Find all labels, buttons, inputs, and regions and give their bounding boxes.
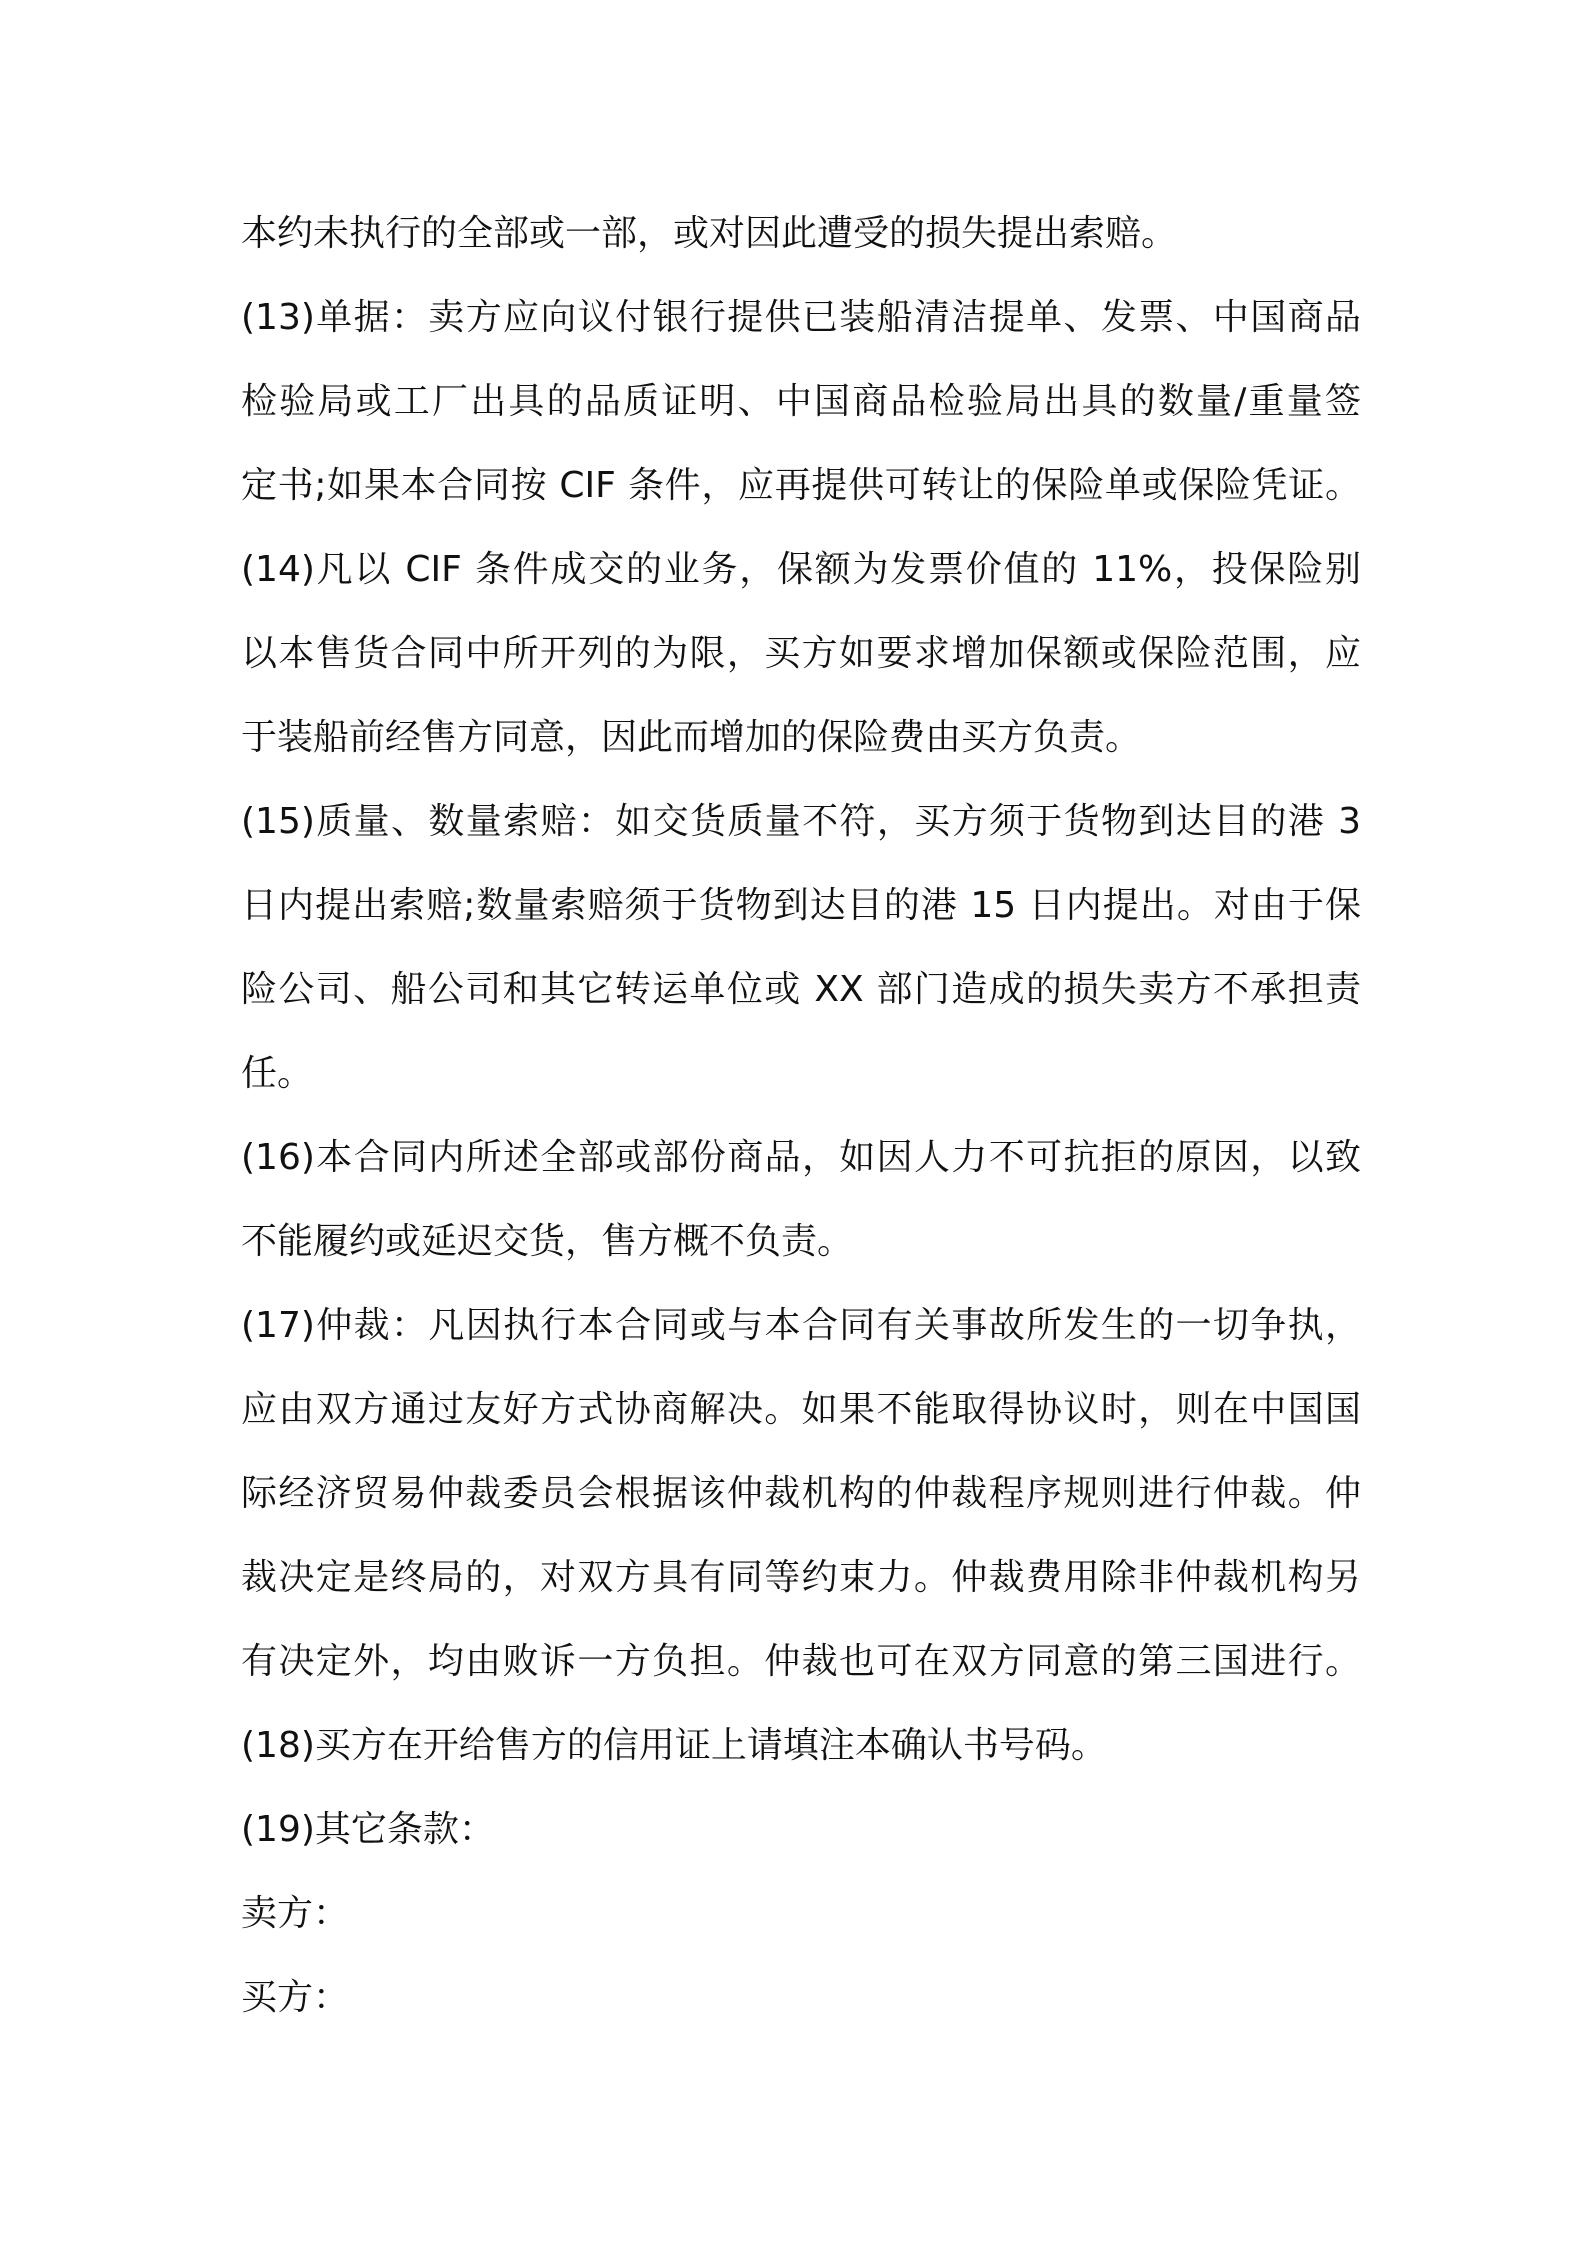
text-line-clause16: 不能履约或延迟交货，售方概不负责。 [241,1221,854,1262]
text-line-clause14: (14)凡以 CIF 条件成交的业务，保额为发票价值的 11%，投保险别 [241,549,1361,590]
text-line-clause17: (17)仲裁：凡因执行本合同或与本合同有关事故所发生的一切争执， [241,1305,1361,1346]
text-line-clause16: (16)本合同内所述全部或部份商品，如因人力不可抗拒的原因，以致 [241,1137,1361,1178]
buyer-signature-label: 买方： [241,1977,350,2018]
seller-signature-label: 卖方： [241,1893,350,1934]
text-line-clause15: 任。 [241,1053,314,1094]
text-line-clause13: (13)单据：卖方应向议付银行提供已装船清洁提单、发票、中国商品 [241,297,1361,338]
text-line-clause13: 定书;如果本合同按 CIF 条件，应再提供可转让的保险单或保险凭证。 [241,465,1361,506]
text-line-clause17: 应由双方通过友好方式协商解决。如果不能取得协议时，则在中国国 [241,1389,1361,1430]
text-line-clause15: 险公司、船公司和其它转运单位或 XX 部门造成的损失卖方不承担责 [241,969,1361,1010]
text-line-clause18: (18)买方在开给售方的信用证上请填注本确认书号码。 [241,1725,1107,1766]
text-line-clause14: 于装船前经售方同意，因此而增加的保险费由买方负责。 [241,717,1142,758]
text-line-clause17: 有决定外，均由败诉一方负担。仲裁也可在双方同意的第三国进行。 [241,1641,1361,1682]
text-line-clause13: 检验局或工厂出具的品质证明、中国商品检验局出具的数量/重量签 [241,381,1361,422]
text-line-clause14: 以本售货合同中所开列的为限，买方如要求增加保额或保险范围，应 [241,633,1361,674]
text-line-clause15: (15)质量、数量索赔：如交货质量不符，买方须于货物到达目的港 3 [241,801,1361,842]
document-page [241,192,1361,2040]
text-line-clause12-end: 本约未执行的全部或一部，或对因此遭受的损失提出索赔。 [241,213,1178,254]
text-line-clause17: 际经济贸易仲裁委员会根据该仲裁机构的仲裁程序规则进行仲裁。仲 [241,1473,1361,1514]
text-line-clause17: 裁决定是终局的，对双方具有同等约束力。仲裁费用除非仲裁机构另 [241,1557,1361,1598]
text-line-clause15: 日内提出索赔;数量索赔须于货物到达目的港 15 日内提出。对由于保 [241,885,1361,926]
text-line-clause19: (19)其它条款： [241,1809,495,1850]
